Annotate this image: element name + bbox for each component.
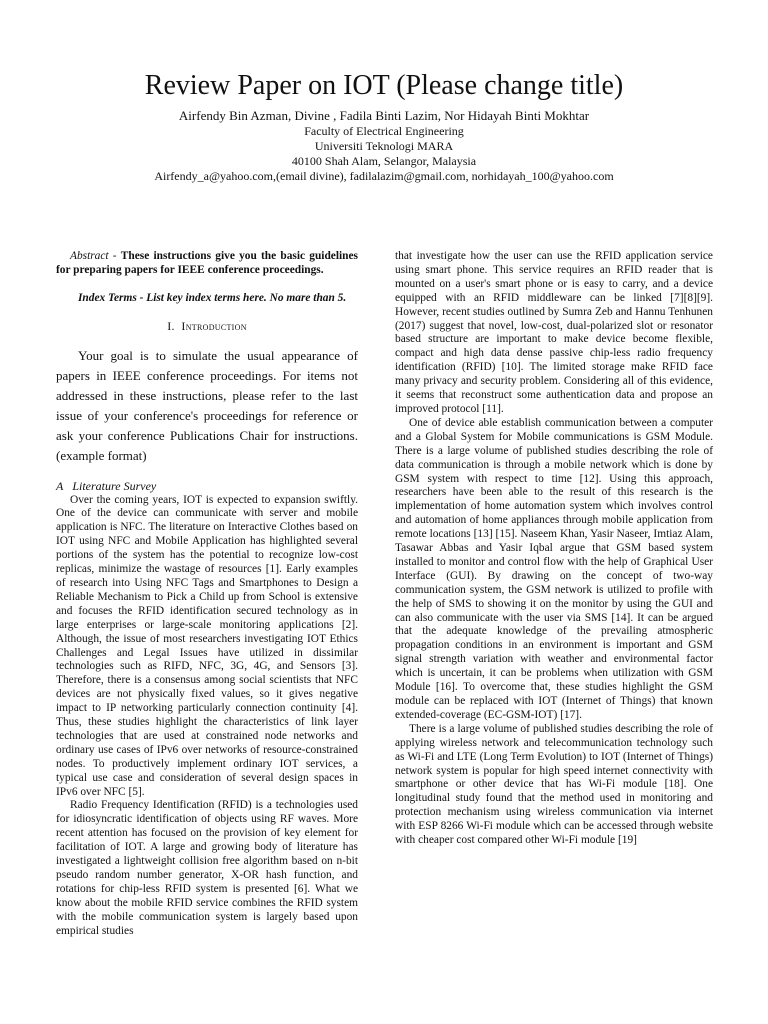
body-paragraph: Radio Frequency Identification (RFID) is a technologies used for idiosyncratic identification of objects using RF waves. More recent attention has focused on the provision of key element for facilitation of IOT. A large and growing body of literature has investigated a lightweight collision free algorithm based on n-bit pseudo random number generator, X-OR hash function, and rotations for chip-less RFID system is presented [6]. What we know about the mobile RFID service combines the RFID system with the mobile communication system is largely based upon empirical studies [56,799,358,937]
abstract [56,250,358,278]
section-number: I. [167,318,175,333]
subsection-letter: A [56,478,64,493]
section-title: Introduction [181,318,247,333]
author-list: Airfendy Bin Azman, Divine , Fadila Binti Lazim, Nor Hidayah Binti Mokhtar [178,108,590,123]
subsection-title: Literature Survey [72,478,157,493]
index-terms: Index Terms - List key index terms here. No mare than 5. [78,291,347,304]
left-column [56,250,358,939]
intro-paragraph: Your goal is to simulate the usual appearance of papers in IEEE conference proceedings. For items not addressed in these instructions, please refer to the last issue of your conference's proceedings for reference or ask your conference Publications Chair for instructions. (example format) [56,347,358,463]
body-paragraph: One of device able establish communication between a computer and a Global System for Mobile communications is GSM Module. There is a large volume of published studies describing the role of data communication is through a mobile network which is done by GSM system with respect to time [12]. Using this approach, researchers have been able to the result of this research is the implementation of home automation system which involves control and automation of home appliances through mobile application from remote locations [13] [15]. Naseem Khan, Yasir Naseer, Imtiaz Alam, Tasawar Abbas and Yasir Iqbal argue that GSM based system installed to monitor and control flow with the help of Graphical User Interface (GUI). By drawing on the concept of two-way communication system, the GSM network is utilized to profile with the help of SMS to showing it on the monitor by using the GUI and can also communicate with the user via SMS [14]. It can be argued that the adequate knowledge of the prevailing atmospheric propagation conditions in an environment is important and GSM signal strength variation with weather and environmental factor which is uncertain, it can be problems when utilization with GSM Module [16]. To overcome that, these studies highlight the GSM module can be replaced with IOT (Internet of Things) that known extended-coverage (EC-GSM-IOT) [17]. [395,416,713,721]
section-heading-introduction [56,320,358,334]
abstract-text: These instructions give you the basic guidelines for preparing papers for IEEE conference proceedings. [56,250,358,276]
abstract-label: Abstract - [70,250,121,262]
body-paragraph: There is a large volume of published studies describing the role of applying wireless network and telecommunication technology such as Wi-Fi and LTE (Long Term Evolution) to IOT (Internet of Things) network system is popular for high speed internet connectivity with smartphone or other device that has Wi-Fi module [18]. One longitudinal study found that the method used in monitoring and protection mechanism using wireless communication via internet with ESP 8266 Wi-Fi module which can be accessed through website with cheaper cost compared other Wi-Fi module [19] [395,722,713,847]
body-paragraph: that investigate how the user can use the RFID application service using smart phone. This service requires an RFID reader that is mounted on a user's smart phone or is easy to carry, and a device equipped with an RFID middleware can be linked [7][8][9]. However, recent studies outlined by Sumra Zeb and Hannu Tenhunen (2017) suggest that novel, low-cost, dual-polarized slot or resonator based structure are important to make device become flexible, compact and high data dense passive chip-less radio frequency identification (RFID) [10]. The limited storage make RFID face many privacy and security problem. Considering all of this evidence, it seems that reconstruct some authentication data and propose an improved protocol [11]. [395,250,713,415]
subsection-heading-literature-survey [56,480,358,494]
right-column [395,250,713,848]
body-paragraph: Over the coming years, IOT is expected to expansion swiftly. One of the device can communicate with server and mobile application is NFC. The literature on Interactive Clothes based on IOT using NFC and Mobile Application has highlighted several portions of the system has the potential to recognize low-cost replicas, minimize the wastage of resources [1]. Early examples of research into Using NFC Tags and Smartphones to Design a Reliable Mechanism to Pick a Child up from School is extensive and focuses the RFID identification secured technology as in large enterprises or large-scale monitoring applications [2]. Although, the issue of most researchers investigating IOT Ethics Challenges and Legal Issues have utilized in dissimilar technologies such as RIFD, NFC, 3G, 4G, and Sensors [3]. Therefore, there is a consensus among social scientists that NFC devices are not physically fixed values, so it gives negative impact to IP networking particularly connection continuity [4]. Thus, these studies highlight the characteristics of link layer technologies that are used at constrained node networks and ordinary use cases of IPv6 over networks of resource-constrained nodes. To productively implement ordinary IOT services, a typical use case and consideration of several design spaces in IPv6 over NFC [5]. [56,493,358,798]
affiliation-address: 40100 Shah Alam, Selangor, Malaysia [291,154,477,168]
author-emails: Airfendy_a@yahoo.com,(email divine), fadilalazim@gmail.com, norhidayah_100@yahoo.com [154,169,614,183]
affiliation-faculty: Faculty of Electrical Engineering [304,124,464,138]
affiliation-university: Universiti Teknologi MARA [314,139,454,153]
paper-title: Review Paper on IOT (Please change title) [144,70,624,101]
paper-header [0,68,768,184]
